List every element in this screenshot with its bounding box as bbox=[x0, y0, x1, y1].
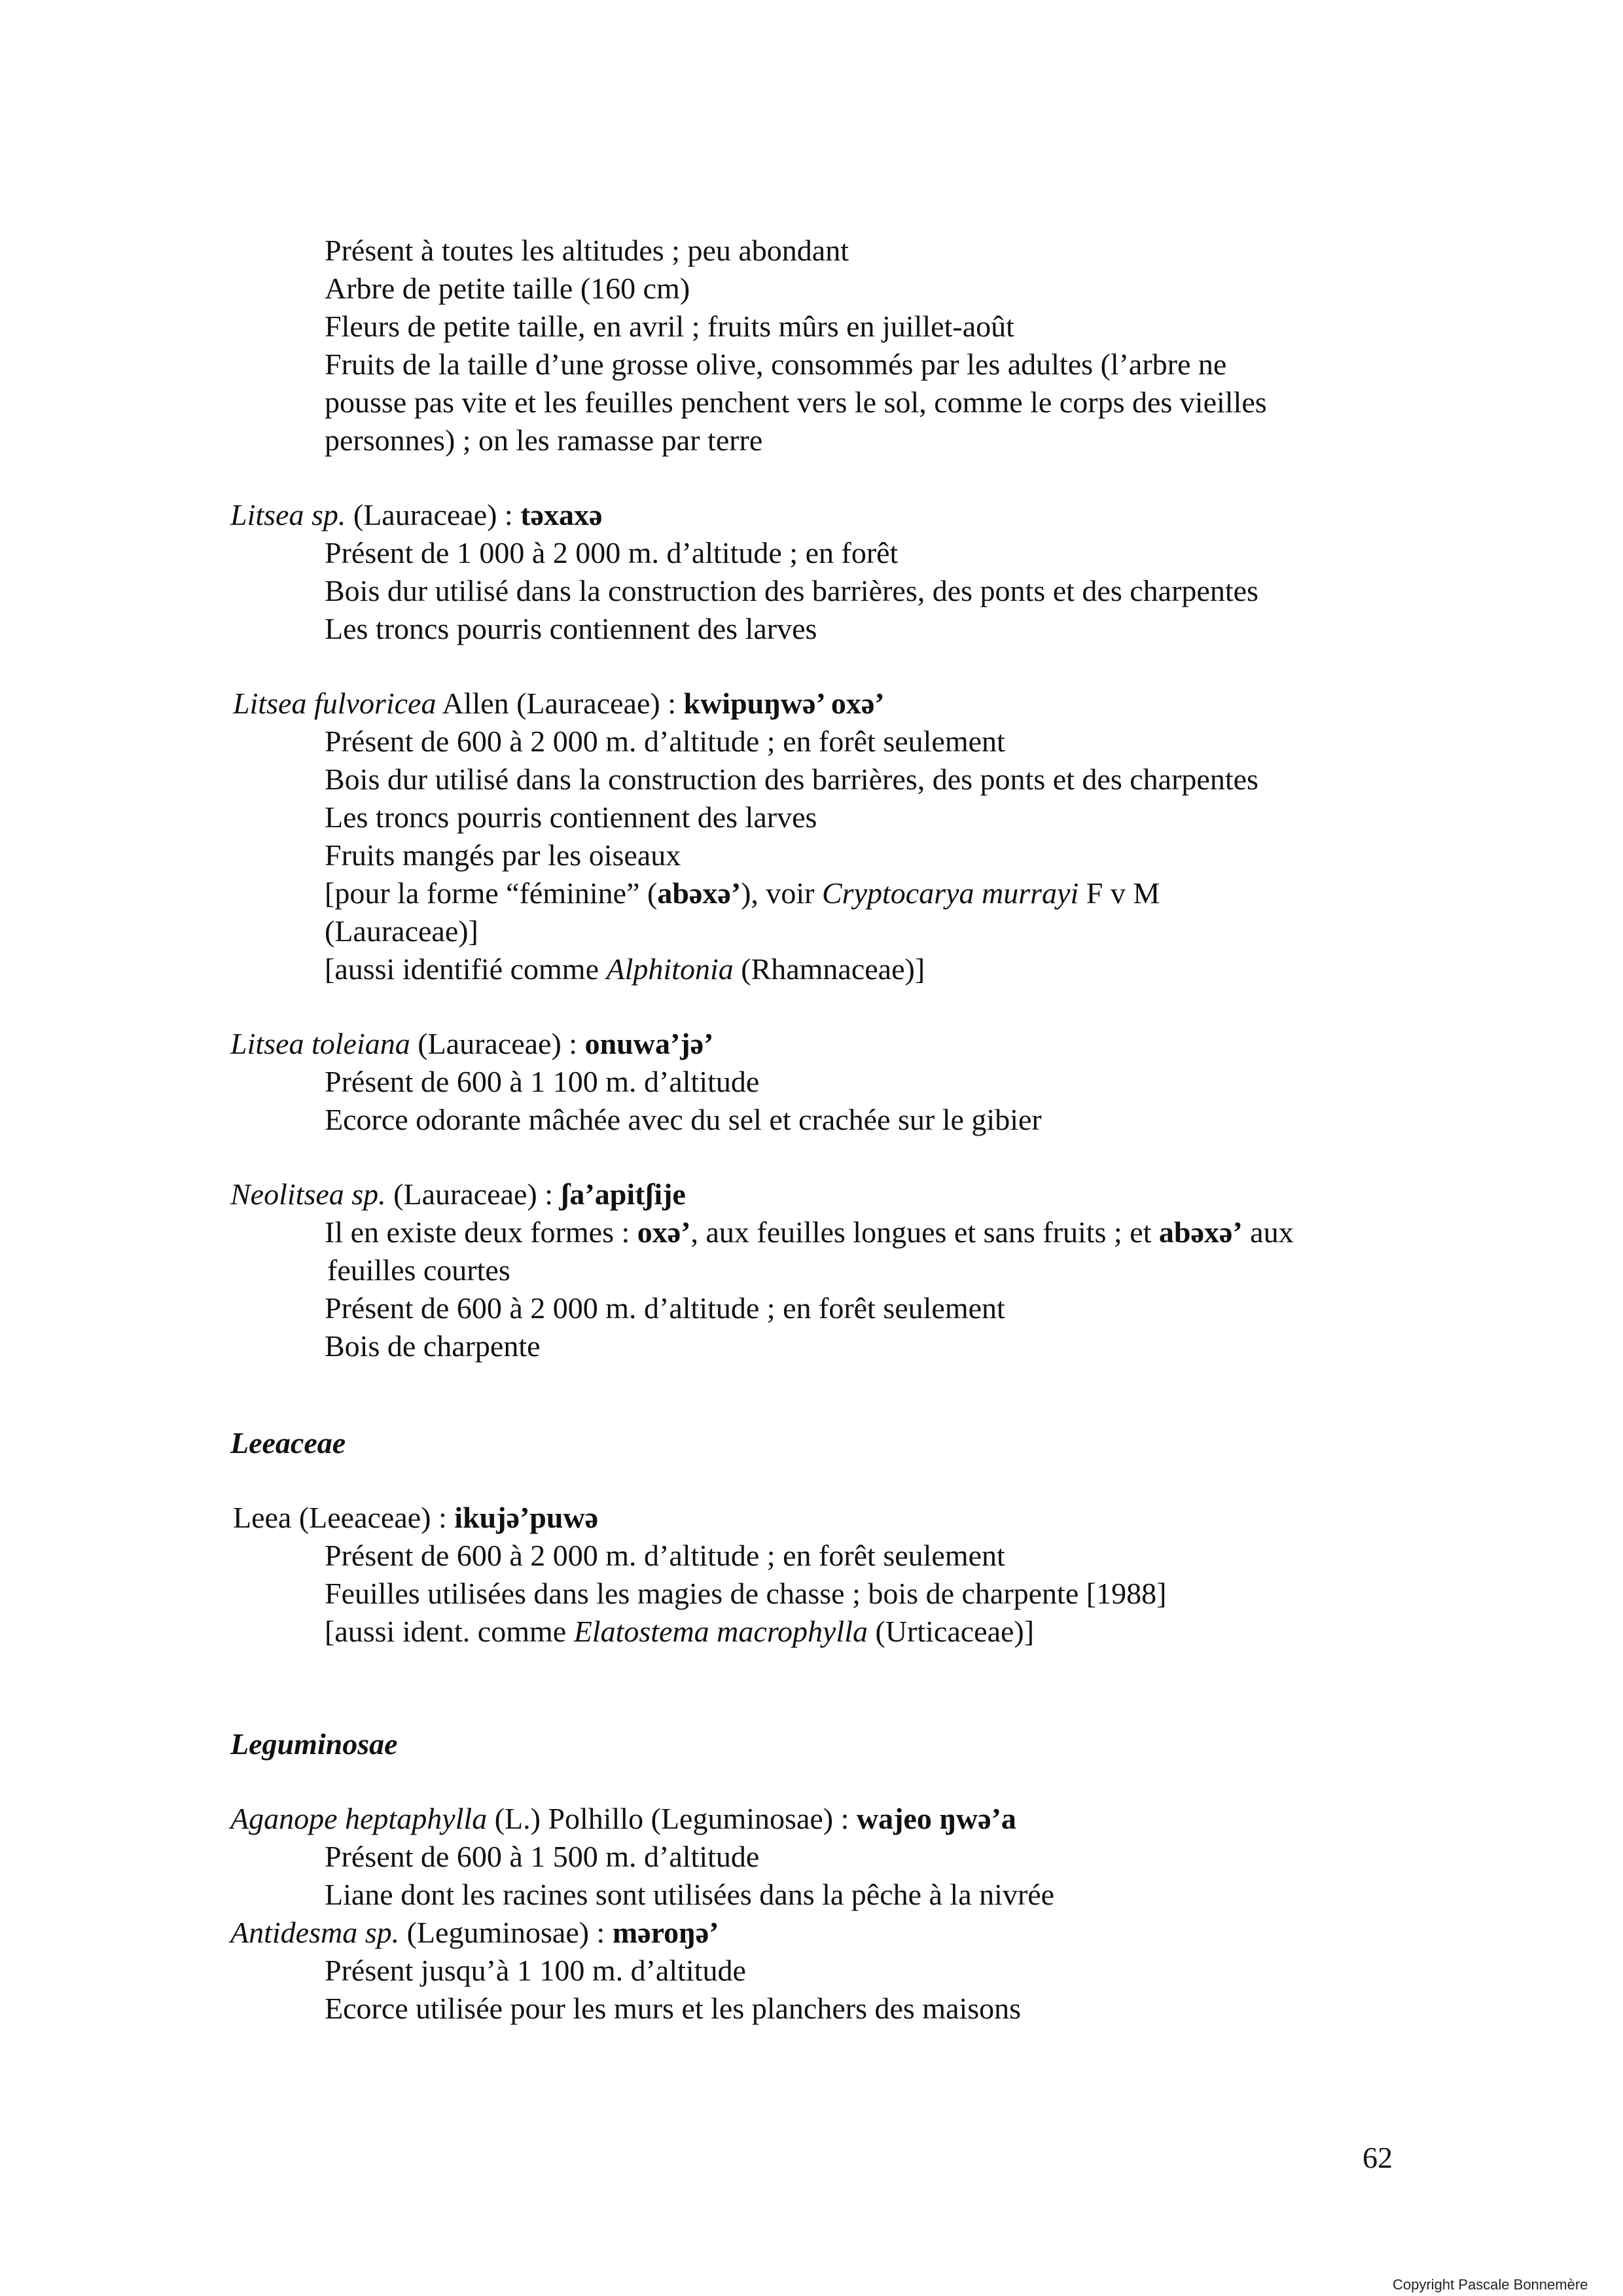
family-label: (Lauraceae) : bbox=[353, 498, 513, 531]
entry-line: Bois de charpente bbox=[325, 1329, 541, 1363]
note-text: (Rhamnaceae)] bbox=[733, 952, 925, 986]
entry-line: Présent de 600 à 2 000 m. d’altitude ; en forêt seulement bbox=[325, 1291, 1005, 1325]
entry-line: Bois dur utilisé dans la construction des barrières, des ponts et des charpentes bbox=[325, 574, 1258, 607]
entry-note: (Lauraceae)] bbox=[325, 914, 478, 948]
entry-heading-leea bbox=[233, 1499, 598, 1537]
vernacular-name: ʃa’apitʃije bbox=[560, 1177, 686, 1211]
species-name: Elatostema macrophylla bbox=[573, 1615, 868, 1648]
entry-name: Leea (Leeaceae) : bbox=[233, 1501, 447, 1534]
vernacular-name: onuwa’jə’ bbox=[584, 1027, 714, 1060]
entry-line: Liane dont les racines sont utilisées dans la pêche à la nivrée bbox=[325, 1878, 1055, 1911]
entry-line: Présent de 1 000 à 2 000 m. d’altitude ; en forêt bbox=[325, 536, 899, 569]
entry-line: Ecorce utilisée pour les murs et les planchers des maisons bbox=[325, 1992, 1022, 2025]
family-label: (Leguminosae) : bbox=[406, 1916, 605, 1949]
note-text: [aussi ident. comme bbox=[325, 1615, 574, 1648]
entry-note bbox=[325, 1613, 1034, 1651]
entry-line: Bois dur utilisé dans la construction des barrières, des ponts et des charpentes bbox=[325, 762, 1258, 796]
entry-line: Ecorce odorante mâchée avec du sel et crachée sur le gibier bbox=[325, 1103, 1042, 1136]
family-label: (Lauraceae) : bbox=[393, 1177, 554, 1211]
vernacular-name: abəxə’ bbox=[1158, 1215, 1243, 1249]
family-label: (Lauraceae) : bbox=[418, 1027, 578, 1060]
note-text: [aussi identifié comme bbox=[325, 952, 607, 986]
vernacular-name: məroŋə’ bbox=[612, 1916, 719, 1949]
species-name: Litsea sp. bbox=[230, 498, 346, 531]
species-name: Litsea fulvoricea bbox=[233, 687, 437, 720]
entry-heading-litsea-fulvoricea bbox=[233, 685, 885, 723]
intro-line: Présent à toutes les altitudes ; peu abondant bbox=[325, 234, 849, 267]
entry-line: Feuilles utilisées dans les magies de chasse ; bois de charpente [1988] bbox=[325, 1577, 1167, 1610]
family-heading-leguminosae: Leguminosae bbox=[230, 1727, 398, 1761]
entry-text: Il en existe deux formes : bbox=[325, 1215, 637, 1249]
entry-note bbox=[325, 874, 1160, 912]
author-label: Allen bbox=[442, 687, 509, 720]
entry-heading-litsea-toleiana bbox=[230, 1025, 713, 1063]
entry-line: Présent de 600 à 2 000 m. d’altitude ; en forêt seulement bbox=[325, 725, 1005, 758]
entry-heading-aganope bbox=[230, 1800, 1016, 1838]
entry-text: , aux feuilles longues et sans fruits ; et bbox=[690, 1215, 1159, 1249]
note-text: F v M bbox=[1079, 876, 1160, 910]
entry-heading-antidesma bbox=[230, 1914, 719, 1952]
vernacular-name: wajeo ŋwə’a bbox=[856, 1802, 1016, 1835]
intro-line: Fruits de la taille d’une grosse olive, consommés par les adultes (l’arbre ne bbox=[325, 348, 1227, 381]
vernacular-name: oxə’ bbox=[637, 1215, 691, 1249]
intro-line: pousse pas vite et les feuilles penchent vers le sol, comme le corps des vieilles bbox=[325, 386, 1267, 419]
entry-line: Fruits mangés par les oiseaux bbox=[325, 838, 681, 872]
species-name: Cryptocarya murrayi bbox=[822, 876, 1079, 910]
entry-line: Présent jusqu’à 1 100 m. d’altitude bbox=[325, 1954, 746, 1987]
vernacular-name: kwipuŋwə’ oxə’ bbox=[683, 687, 885, 720]
species-name: Aganope heptaphylla bbox=[230, 1802, 488, 1835]
vernacular-name: abəxə’ bbox=[657, 876, 741, 910]
entry-line: Présent de 600 à 2 000 m. d’altitude ; en forêt seulement bbox=[325, 1539, 1005, 1572]
family-label: (L.) Polhillo (Leguminosae) : bbox=[494, 1802, 849, 1835]
entry-note bbox=[325, 950, 925, 988]
entry-line: feuilles courtes bbox=[327, 1253, 510, 1287]
vernacular-name: ikujə’puwə bbox=[454, 1501, 599, 1534]
species-name: Alphitonia bbox=[606, 952, 734, 986]
entry-line: Les troncs pourris contiennent des larves bbox=[325, 800, 817, 834]
copyright-notice: Copyright Pascale Bonnemère bbox=[1393, 2276, 1588, 2293]
entry-heading-litsea-sp bbox=[230, 496, 602, 534]
intro-line: Arbre de petite taille (160 cm) bbox=[325, 272, 690, 305]
species-name: Neolitsea sp. bbox=[230, 1177, 386, 1211]
entry-line: Présent de 600 à 1 500 m. d’altitude bbox=[325, 1840, 760, 1873]
page-number: 62 bbox=[1363, 2141, 1393, 2174]
species-name: Antidesma sp. bbox=[230, 1916, 400, 1949]
intro-line: personnes) ; on les ramasse par terre bbox=[325, 423, 763, 457]
entry-line bbox=[325, 1213, 1294, 1251]
note-text: ), voir bbox=[741, 876, 822, 910]
entry-heading-neolitsea bbox=[230, 1175, 686, 1213]
note-text: [pour la forme “féminine” ( bbox=[325, 876, 658, 910]
entry-line: Présent de 600 à 1 100 m. d’altitude bbox=[325, 1065, 760, 1098]
intro-line: Fleurs de petite taille, en avril ; fruits mûrs en juillet-août bbox=[325, 310, 1014, 343]
species-name: Litsea toleiana bbox=[230, 1027, 410, 1060]
family-heading-leeaceae: Leeaceae bbox=[230, 1426, 346, 1460]
family-label: (Lauraceae) : bbox=[516, 687, 676, 720]
entry-text: aux bbox=[1242, 1215, 1294, 1249]
note-text: (Urticaceae)] bbox=[868, 1615, 1035, 1648]
vernacular-name: təxaxə bbox=[520, 498, 603, 531]
entry-line: Les troncs pourris contiennent des larves bbox=[325, 612, 817, 645]
